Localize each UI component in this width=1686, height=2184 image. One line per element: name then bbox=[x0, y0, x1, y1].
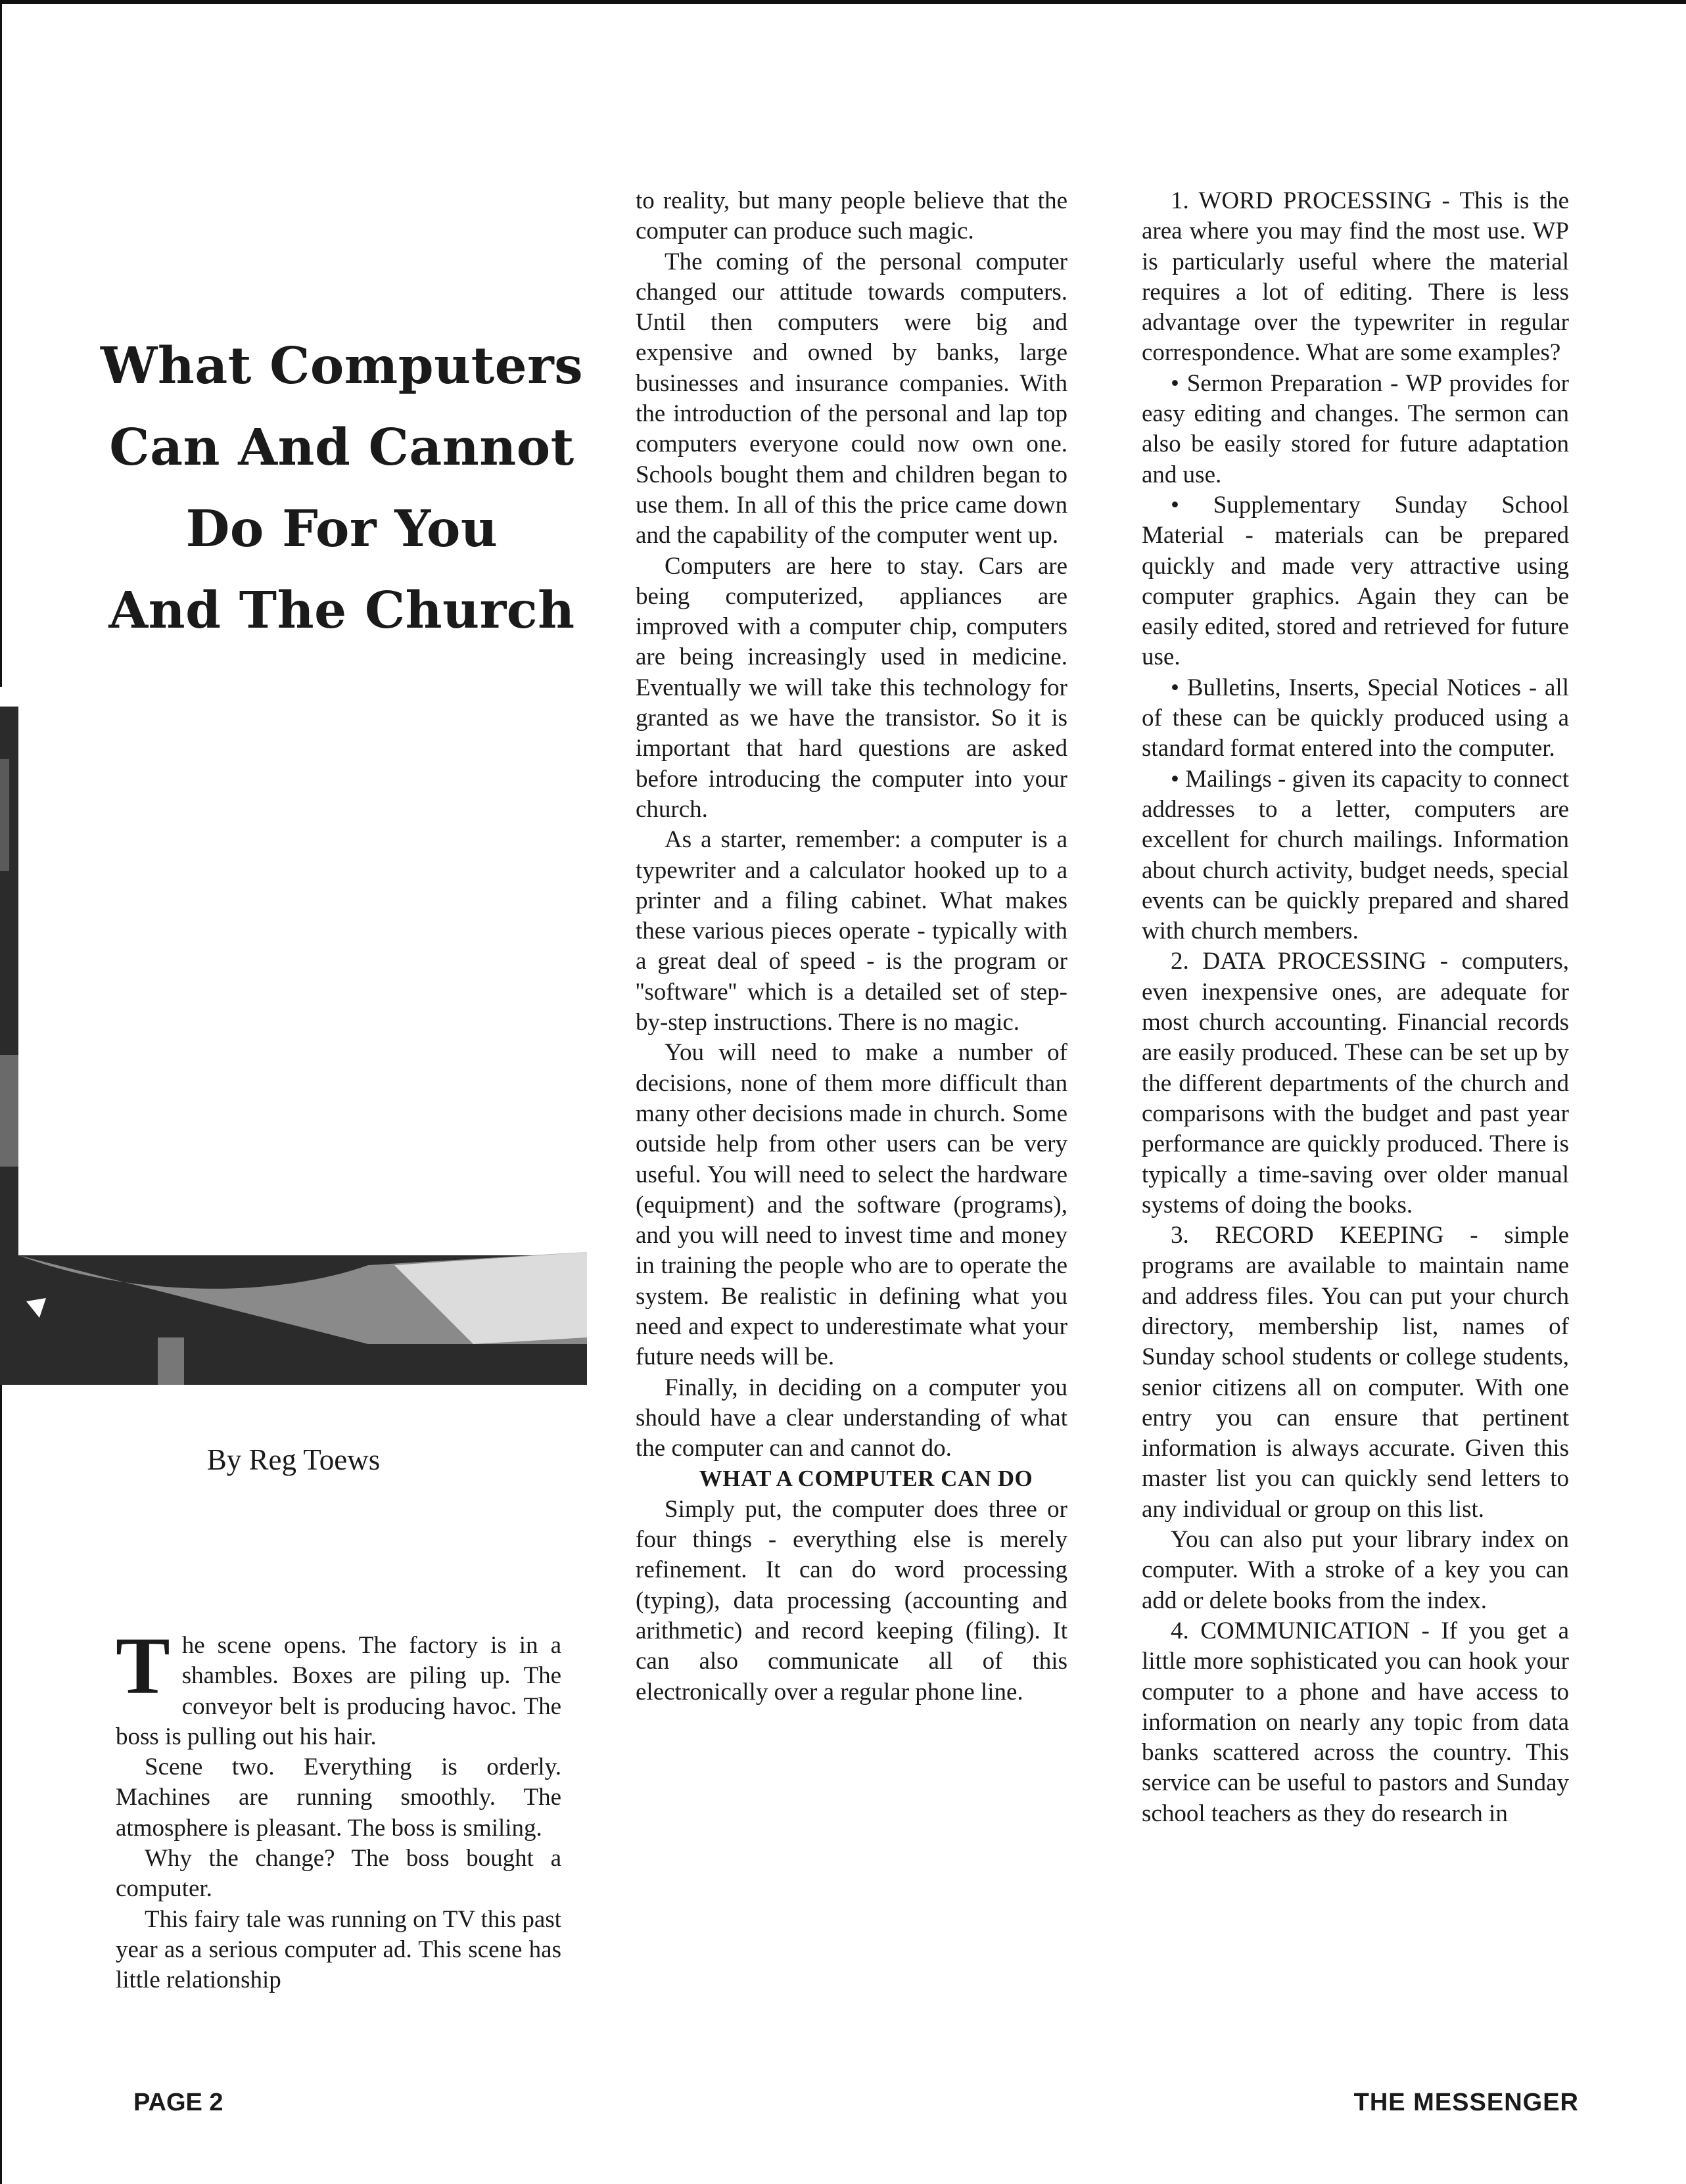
paragraph: Computers are here to stay. Cars are being computerized, appliances are improved with a computer chip, computers are being increasingly used in medicine. Eventually we will take this technology for granted as we have the transistor. So it is important that hard questions are asked before introducing the computer into your church. bbox=[636, 552, 1067, 823]
headline-line: What Computers bbox=[100, 337, 584, 396]
publication-name: THE MESSENGER bbox=[1353, 2089, 1579, 2116]
paragraph: 1. WORD PROCESSING - This is the area where you may find the most use. WP is particularly useful where the material requires a lot of editing. There is less advantage over the typewriter in regular correspondence. What are some examples? bbox=[1142, 187, 1569, 367]
page-number: PAGE 2 bbox=[133, 2089, 223, 2116]
intro-paragraph bbox=[116, 1621, 561, 1752]
headline-line: And The Church bbox=[108, 581, 575, 640]
paragraph: 4. COMMUNICATION - If you get a little more sophisticated you can hook your computer to a phone and have access to information on nearly any topic from data banks scattered across the country. This service can be useful to pastors and Sunday school teachers as they do research in bbox=[1142, 1617, 1569, 1827]
section-heading: WHAT A COMPUTER CAN DO bbox=[699, 1466, 1033, 1492]
paragraph: 2. DATA PROCESSING - computers, even inexpensive ones, are adequate for most church accounting. Financial records are easily produced. These can be set up by the different departments of the church and comparisons with the budget and past year performance are quickly produced. There is typically a time-saving over older manual systems of doing the books. bbox=[1142, 948, 1569, 1219]
photo-stand bbox=[158, 1337, 184, 1385]
paragraph: The coming of the personal computer changed our attitude towards computers. Until then computers were big and expensive and owned by banks, large businesses and insurance companies. With the introduction of the personal and lap top computers everyone could now own one. Schools bought them and children began to use them. In all of this the price came down and the capability of the computer went up. bbox=[636, 248, 1067, 549]
article-column-2 bbox=[636, 186, 1067, 1708]
paragraph: Simply put, the computer does three or four things - everything else is merely refinement. It can do word processing (typing), data processing (accounting and arithmetic) and record keeping (filing). It can also communicate all of this electronically over a regular phone line. bbox=[636, 1495, 1067, 1706]
paragraph: 3. RECORD KEEPING - simple programs are available to maintain name and address files. You can put your church directory, membership list, names of Sunday school students or college students, senior citizens all on computer. With one entry you can ensure that pertinent information is always accurate. Given this master list you can quickly send letters to any individual or group on this list. bbox=[1142, 1222, 1569, 1523]
article-column-3 bbox=[1142, 186, 1569, 1829]
paragraph: to reality, but many people believe that the computer can produce such magic. bbox=[636, 187, 1067, 245]
photo-screen-panel bbox=[18, 687, 587, 1255]
paragraph: You can also put your library index on computer. With a stroke of a key you can add or delete books from the index. bbox=[1142, 1526, 1569, 1614]
paragraph: As a starter, remember: a computer is a typewriter and a calculator hooked up to a printer and a filing cabinet. What makes these various pieces operate - typically with a great deal of speed - is the program or ''software'' which is a detailed set of step-by-step instructions. There is no magic. bbox=[636, 826, 1067, 1036]
photo-left-edge bbox=[0, 759, 9, 871]
bullet-item: • Sermon Preparation - WP provides for easy editing and changes. The sermon can also be easily stored for future adaptation and use. bbox=[1142, 369, 1569, 488]
paragraph: This fairy tale was running on TV this past year as a serious computer ad. This scene has little relationship bbox=[116, 1905, 561, 1994]
headline-line: Can And Cannot bbox=[109, 418, 574, 477]
intro-text: he scene opens. The factory is in a shambles. Boxes are piling up. The conveyor belt is producing havoc. The boss is pulling out his hair. bbox=[116, 1632, 561, 1750]
article-headline bbox=[99, 325, 585, 651]
article-column-1 bbox=[116, 1621, 561, 1996]
paragraph: Finally, in deciding on a computer you should have a clear understanding of what the computer can and cannot do. bbox=[636, 1374, 1067, 1462]
paragraph: You will need to make a number of decisions, none of them more difficult than many other decisions made in church. Some outside help from other users can be very useful. You will need to select the hardware (equipment) and the software (programs), and you will need to invest time and money in training the people who are to operate the system. Be realistic in defining what you need and expect to underestimate what your future needs will be. bbox=[636, 1039, 1067, 1371]
drop-cap: T bbox=[116, 1621, 170, 1711]
bullet-item: • Supplementary Sunday School Material - materials can be prepared quickly and made very attractive using computer graphics. Again they can be easily edited, stored and retrieved for future use. bbox=[1142, 491, 1569, 671]
paragraph: Scene two. Everything is orderly. Machines are running smoothly. The atmosphere is pleasant. The boss is smiling. bbox=[116, 1754, 561, 1842]
headline-line: Do For You bbox=[185, 500, 498, 559]
photo-left-edge-2 bbox=[0, 1055, 18, 1167]
paragraph: Why the change? The boss bought a computer. bbox=[116, 1845, 561, 1903]
bullet-item: • Bulletins, Inserts, Special Notices - all of these can be quickly produced using a standard format entered into the computer. bbox=[1142, 674, 1569, 762]
byline: By Reg Toews bbox=[206, 1443, 381, 1476]
bullet-item: • Mailings - given its capacity to connect addresses to a letter, computers are excellent for church mailings. Information about church activity, budget needs, special events can be quickly prepared and shared with church members. bbox=[1142, 765, 1569, 945]
article-photo bbox=[0, 687, 587, 1385]
